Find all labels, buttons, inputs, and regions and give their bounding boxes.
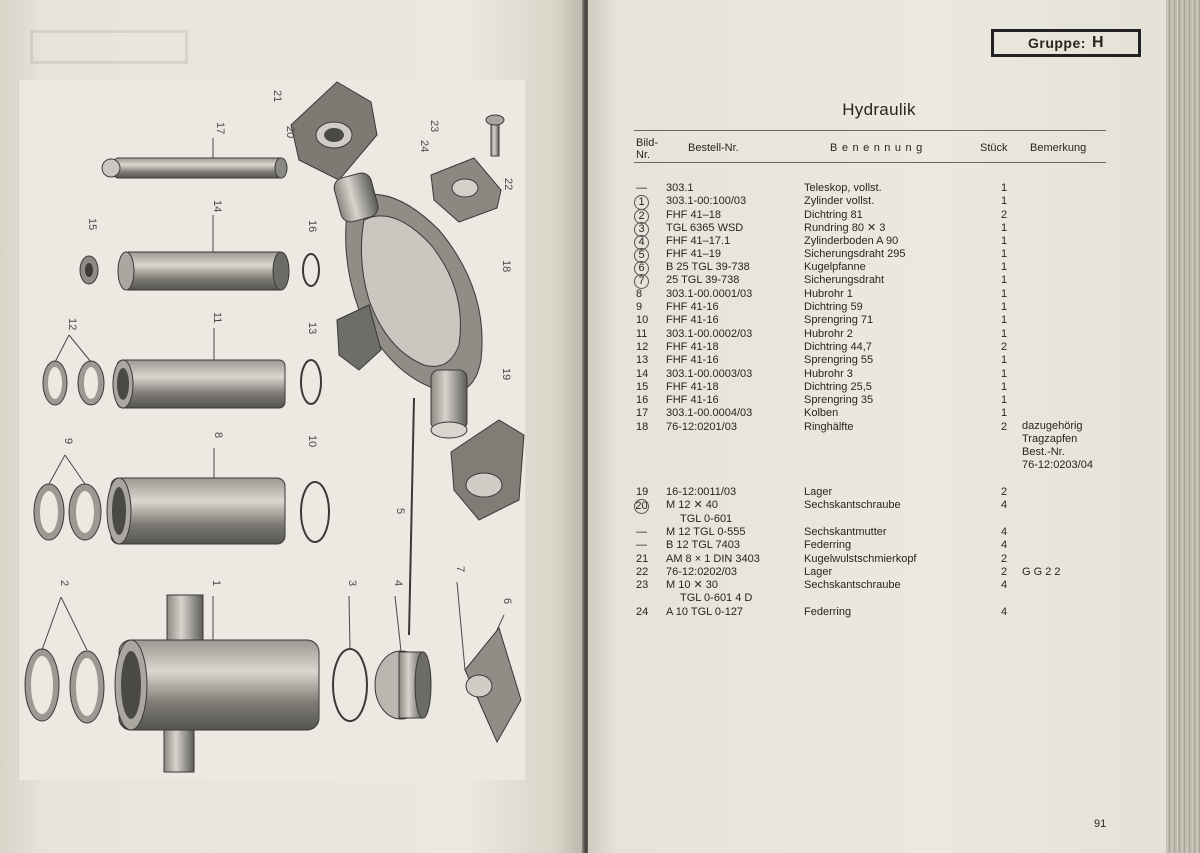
cell-stueck: 2: [1000, 341, 1008, 353]
circled-number: 7: [634, 274, 649, 289]
part-4-zylinderboden: [375, 651, 431, 719]
table-row: [588, 566, 1170, 579]
table-row: [588, 394, 1170, 407]
cell-stueck: 1: [1000, 314, 1008, 326]
part-6-kugelpfanne: [465, 628, 521, 742]
cell-stueck: 1: [1000, 261, 1008, 273]
cell-stueck: 4: [1000, 606, 1008, 618]
cell-stueck: 1: [1000, 288, 1008, 300]
part-14-hubrohr-3: [118, 252, 289, 290]
cell-nr: 14: [636, 368, 649, 380]
table-row: [588, 261, 1170, 274]
fig-label-9: 9: [62, 438, 74, 445]
cell-nr: —: [636, 526, 647, 538]
cell-benennung: Rundring 80 ✕ 3: [804, 222, 886, 234]
table-row: [588, 513, 1170, 526]
fig-label-20: 20: [284, 126, 296, 139]
fig-label-10: 10: [306, 435, 318, 448]
fig-label-6: 6: [501, 598, 513, 605]
fig-label-4: 4: [392, 580, 404, 587]
cell-benennung: Sechskantmutter: [804, 526, 887, 538]
remark-line: Best.-Nr.: [1022, 446, 1065, 458]
cell-benennung: Dichtring 44,7: [804, 341, 872, 353]
cell-bestell-nr: TGL 0-601 4 D: [680, 592, 753, 604]
page-title: Hydraulik: [842, 100, 916, 119]
table-row: [588, 314, 1170, 327]
cell-nr: 21: [636, 553, 649, 565]
table-row: [588, 341, 1170, 354]
table-row: [588, 526, 1170, 539]
cell-bestell-nr: 25 TGL 39-738: [666, 274, 740, 286]
col-header-stueck: Stück: [980, 142, 1008, 154]
table-row: [588, 592, 1170, 605]
table-row: [588, 235, 1170, 248]
cell-nr: [636, 499, 658, 514]
table-row: [588, 368, 1170, 381]
fig-label-7: 7: [454, 566, 466, 573]
cell-bestell-nr: FHF 41–19: [666, 248, 722, 260]
cell-benennung: Zylinderboden A 90: [804, 235, 899, 247]
cell-benennung: Lager: [804, 566, 833, 578]
cell-bestell-nr: FHF 41-16: [666, 301, 719, 313]
fig-label-21: 21: [271, 90, 283, 103]
cell-stueck: 1: [1000, 195, 1008, 207]
group-label: Gruppe:: [1027, 35, 1086, 51]
circled-number: 5: [634, 248, 649, 263]
cell-benennung: Federring: [804, 606, 852, 618]
cell-nr: 15: [636, 381, 649, 393]
cell-stueck: 4: [1000, 526, 1008, 538]
cell-nr: [636, 274, 658, 289]
fig-label-8: 8: [212, 432, 224, 439]
cell-stueck: 2: [1000, 566, 1008, 578]
cell-bestell-nr: M 12 TGL 0-555: [666, 526, 746, 538]
cell-benennung: Kugelpfanne: [804, 261, 866, 273]
cell-stueck: 4: [1000, 539, 1008, 551]
cell-nr: 24: [636, 606, 649, 618]
col-header-benennung: Benennung: [830, 142, 927, 154]
cell-benennung: Lager: [804, 486, 833, 498]
cell-bestell-nr: TGL 0-601: [680, 513, 733, 525]
cell-bestell-nr: FHF 41-16: [666, 354, 719, 366]
remark-row-18: [1022, 420, 1142, 472]
part-16-sprengring: [303, 254, 319, 286]
cell-bemerkung: G G 2 2: [1022, 566, 1061, 578]
cell-nr: 16: [636, 394, 649, 406]
table-row: [588, 209, 1170, 222]
cell-stueck: 1: [1000, 235, 1008, 247]
cell-bestell-nr: AM 8 × 1 DIN 3403: [666, 553, 760, 565]
cell-stueck: 1: [1000, 301, 1008, 313]
cell-stueck: 1: [1000, 354, 1008, 366]
table-row: [588, 553, 1170, 566]
cell-benennung: Zylinder vollst.: [804, 195, 875, 207]
part-5-sicherungsdraht: [409, 398, 414, 635]
cell-nr: 17: [636, 407, 649, 419]
fig-label-3: 3: [346, 580, 358, 587]
circled-number: 2: [634, 209, 649, 224]
cell-stueck: 1: [1000, 381, 1008, 393]
cell-stueck: 2: [1000, 486, 1008, 498]
fig-label-2: 2: [58, 580, 70, 587]
table-row: [588, 539, 1170, 552]
part-10-sprengring: [301, 482, 329, 542]
circled-number: 20: [635, 500, 648, 512]
cell-nr: —: [636, 539, 647, 551]
cell-benennung: Hubrohr 2: [804, 328, 853, 340]
fig-label-11: 11: [211, 312, 223, 324]
cell-bestell-nr: 303.1-00.0003/03: [666, 368, 753, 380]
cell-stueck: 1: [1000, 394, 1008, 406]
cell-stueck: 1: [1000, 274, 1008, 286]
table-row: [588, 499, 1170, 512]
fig-label-16: 16: [306, 220, 318, 233]
fig-label-13: 13: [306, 322, 318, 335]
cell-benennung: Sprengring 71: [804, 314, 874, 326]
part-8-hubrohr-1: [107, 478, 285, 544]
fig-label-17: 17: [214, 122, 226, 135]
cell-benennung: Sicherungsdraht 295: [804, 248, 906, 260]
cell-stueck: 1: [1000, 407, 1008, 419]
fig-label-18: 18: [500, 260, 512, 273]
part-2-dichtringe: [25, 649, 104, 723]
cell-bestell-nr: 303.1-00.0004/03: [666, 407, 753, 419]
cell-stueck: 4: [1000, 579, 1008, 591]
cell-bestell-nr: 303.1: [666, 182, 694, 194]
table-row: [588, 606, 1170, 619]
cell-bestell-nr: TGL 6365 WSD: [666, 222, 744, 234]
cell-nr: 11: [636, 328, 648, 340]
cell-stueck: 1: [1000, 368, 1008, 380]
cell-bestell-nr: B 12 TGL 7403: [666, 539, 740, 551]
part-15-dichtring: [80, 256, 98, 284]
part-22-lager: [431, 158, 501, 222]
group-value: H: [1091, 34, 1104, 51]
col-header-bemerkung: Bemerkung: [1030, 142, 1087, 154]
fig-label-5: 5: [394, 508, 406, 515]
right-page: [588, 0, 1170, 853]
cell-nr: 22: [636, 566, 649, 578]
part-3-rundring: [333, 649, 367, 721]
cell-nr: [636, 195, 658, 210]
cell-benennung: Sechskantschraube: [804, 579, 901, 591]
circled-number: 3: [634, 222, 649, 237]
cell-stueck: 4: [1000, 499, 1008, 511]
cell-bestell-nr: B 25 TGL 39-738: [666, 261, 750, 273]
cell-nr: 23: [636, 579, 649, 591]
table-row: [588, 381, 1170, 394]
circled-number: 6: [634, 261, 649, 276]
cell-bestell-nr: A 10 TGL 0-127: [666, 606, 744, 618]
remark-line: Tragzapfen: [1022, 433, 1078, 445]
part-9-dichtringe: [34, 484, 101, 540]
part-11-hubrohr-2: [113, 360, 285, 408]
part-17-kolben: [102, 158, 287, 178]
col-header-bestell-nr: Bestell-Nr.: [688, 142, 739, 154]
table-row: [588, 222, 1170, 235]
cell-benennung: Kolben: [804, 407, 839, 419]
cell-nr: —: [636, 182, 647, 194]
fig-label-12: 12: [66, 318, 78, 331]
cell-bestell-nr: FHF 41-18: [666, 381, 719, 393]
part-1-zylinder: [115, 595, 319, 772]
cell-bestell-nr: FHF 41–17.1: [666, 235, 731, 247]
col-header-nr: Bild- Nr.: [636, 137, 659, 161]
cell-benennung: Sprengring 35: [804, 394, 874, 406]
cell-nr: 10: [636, 314, 649, 326]
cell-bestell-nr: FHF 41-16: [666, 314, 719, 326]
cell-stueck: 2: [1000, 553, 1008, 565]
cell-bestell-nr: 303.1-00.0001/03: [666, 288, 753, 300]
fig-label-23: 23: [428, 120, 440, 133]
part-13-sprengring: [301, 360, 321, 404]
table-row: [588, 248, 1170, 261]
cell-benennung: Kugelwulstschmierkopf: [804, 553, 917, 565]
circled-number: 4: [634, 235, 649, 250]
page-number: 91: [1094, 818, 1107, 830]
cell-bestell-nr: 76-12:0202/03: [666, 566, 737, 578]
cell-bestell-nr: M 10 ✕ 30: [666, 579, 719, 591]
page-edges: [1166, 0, 1200, 853]
bleed-through-box: [30, 30, 188, 64]
cell-benennung: Dichtring 81: [804, 209, 863, 221]
cell-benennung: Teleskop, vollst.: [804, 182, 882, 194]
part-12-dichtringe: [43, 361, 104, 405]
table-row: [588, 301, 1170, 314]
cell-bestell-nr: 16-12:0011/03: [666, 486, 737, 498]
cell-nr: 13: [636, 354, 649, 366]
table-row: [588, 328, 1170, 341]
cell-benennung: Dichtring 25,5: [804, 381, 872, 393]
circled-number: 1: [634, 195, 649, 210]
cell-benennung: Ringhälfte: [804, 421, 854, 433]
cell-bestell-nr: 303.1-00:100/03: [666, 195, 747, 207]
table-row: [588, 407, 1170, 420]
parts-drawing: [19, 80, 525, 780]
cell-bestell-nr: FHF 41–18: [666, 209, 722, 221]
cell-nr: 12: [636, 341, 649, 353]
part-23-screw: [486, 115, 504, 156]
cell-nr: 18: [636, 421, 649, 433]
cell-benennung: Federring: [804, 539, 852, 551]
left-page: [0, 0, 585, 853]
remark-line: dazugehörig: [1022, 420, 1083, 432]
cell-stueck: 1: [1000, 222, 1008, 234]
fig-label-1: 1: [210, 580, 222, 587]
cell-nr: 9: [636, 301, 643, 313]
cell-stueck: 1: [1000, 182, 1008, 194]
cell-stueck: 1: [1000, 328, 1008, 340]
cell-benennung: Sicherungsdraht: [804, 274, 885, 286]
exploded-view-illustration: [18, 80, 525, 780]
fig-label-19: 19: [500, 368, 512, 381]
cell-benennung: Sprengring 55: [804, 354, 874, 366]
cell-stueck: 2: [1000, 209, 1008, 221]
table-row: [588, 354, 1170, 367]
cell-bestell-nr: 303.1-00.0002/03: [666, 328, 753, 340]
cell-bestell-nr: 76-12:0201/03: [666, 421, 737, 433]
cell-bestell-nr: FHF 41-16: [666, 394, 719, 406]
cell-nr: 19: [636, 486, 649, 498]
cell-stueck: 2: [1000, 421, 1008, 433]
table-row: [588, 182, 1170, 195]
fig-label-14: 14: [211, 200, 223, 213]
part-bracket-top: [291, 82, 377, 180]
cell-bestell-nr: FHF 41-18: [666, 341, 719, 353]
cell-bestell-nr: M 12 ✕ 40: [666, 499, 719, 511]
cell-benennung: Hubrohr 3: [804, 368, 853, 380]
table-row: [588, 274, 1170, 287]
fig-label-15: 15: [86, 218, 98, 231]
cell-benennung: Hubrohr 1: [804, 288, 853, 300]
table-row: [588, 288, 1170, 301]
fig-label-24: 24: [418, 140, 430, 153]
cell-benennung: Dichtring 59: [804, 301, 863, 313]
table-row: [588, 486, 1170, 499]
fig-label-22: 22: [502, 178, 514, 191]
table-row: [588, 195, 1170, 208]
cell-benennung: Sechskantschraube: [804, 499, 901, 511]
remark-line: 76-12:0203/04: [1022, 459, 1093, 471]
cell-nr: 8: [636, 288, 643, 300]
cell-stueck: 1: [1000, 248, 1008, 260]
table-row: [588, 579, 1170, 592]
